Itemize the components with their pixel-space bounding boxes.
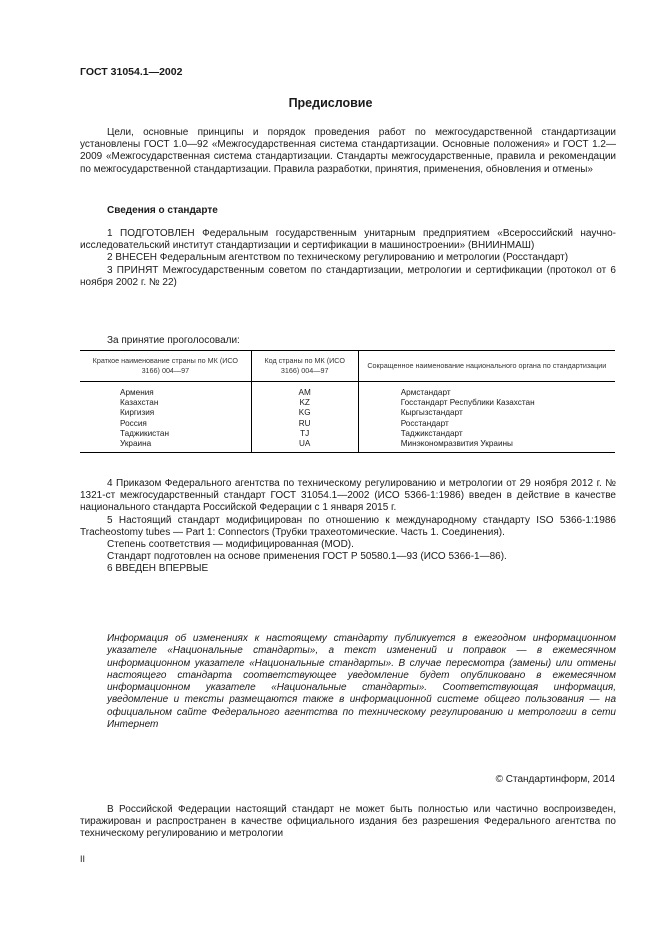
table-row [80, 398, 615, 408]
code-cell: AM [251, 382, 358, 399]
code-cell: RU [251, 419, 358, 429]
country-cell: Киргизия [120, 408, 155, 418]
standard-info-list-continued [80, 478, 616, 576]
info-item: Степень соответствия — модифицированная (MOD). [107, 539, 354, 551]
table-row [80, 408, 615, 418]
table-header-cell: Сокращенное наименование национального органа по стандартизации [358, 351, 615, 382]
organ-cell: Кыргызстандарт [400, 408, 463, 418]
table-row [80, 429, 615, 439]
info-item: 2 ВНЕСЕН Федеральным агентством по техническому регулированию и метрологии (Росстандарт) [107, 252, 569, 264]
info-item: 5 Настоящий стандарт модифицирован по отношению к международному стандарту ISO 5366-1:1986 Tracheostomy tubes — Part 1: Connectors (Трубки трахеотомические. Часть 1. Соединения). [80, 514, 616, 538]
organ-cell: Минэкономразвития Украины [358, 439, 615, 453]
rights-text: В Российской Федерации настоящий стандарт не может быть полностью или частично воспроизведен, тиражирован и распространен в качестве официального издания без разрешения Федерального агентства по техническому регулированию и метрологии [80, 804, 616, 840]
organ-cell: Госстандарт Республики Казахстан [400, 398, 535, 408]
info-item: 4 Приказом Федерального агентства по техническому регулированию и метрологии от 29 ноября 2012 г. № 1321-ст межгосударственный стандарт ГОСТ 31054.1—2002 (ИСО 5366-1:1986) введен в действие в качестве национального стандарта Российской Федерации с 1 января 2015 г. [80, 478, 616, 514]
code-cell: KG [251, 408, 358, 418]
info-item: 1 ПОДГОТОВЛЕН Федеральным государственным унитарным предприятием «Всероссийский научно-исследовательский институт стандартизации и сертификации в машиностроении» (ВНИИНМАШ) [80, 228, 616, 252]
code-cell: TJ [251, 429, 358, 439]
page-title: Предисловие [288, 96, 373, 110]
country-cell: Таджикистан [120, 428, 169, 438]
organ-cell: Армстандарт [400, 388, 451, 397]
table-header-row [80, 351, 615, 382]
country-cell: Россия [120, 418, 147, 428]
code-cell: KZ [251, 398, 358, 408]
standard-info-list [80, 228, 616, 289]
voting-table [80, 350, 615, 453]
info-notice [107, 633, 616, 731]
organ-cell: Росстандарт [400, 418, 449, 428]
code-cell: UA [251, 439, 358, 453]
table-row [80, 382, 615, 399]
info-item: 6 ВВЕДЕН ВПЕРВЫЕ [107, 563, 209, 575]
vote-label: За принятие проголосовали: [107, 335, 240, 346]
page-number: II [80, 854, 86, 864]
intro-paragraph [80, 127, 616, 176]
rights-notice [80, 804, 616, 841]
intro-text: Цели, основные принципы и порядок проведения работ по межгосударственной стандартизации установлены ГОСТ 1.0—92 «Межгосударственная система стандартизации. Основные положения» и ГОСТ 1.2—2009 «Межгосударственная система стандартизации. Стандарты межгосударственные, правила и рекомендации по межгосударственной стандартизации. Правила разработки, принятия, применения, обновления и отмены» [80, 127, 616, 175]
table-row [80, 419, 615, 429]
table-row [80, 439, 615, 453]
table-header-cell: Код страны по МК (ИСО 3166) 004—97 [251, 351, 358, 382]
document-header: ГОСТ 31054.1—2002 [80, 66, 183, 78]
copyright: © Стандартинформ, 2014 [495, 774, 615, 785]
table-header-cell: Краткое наименование страны по МК (ИСО 3166) 004—97 [80, 351, 251, 382]
country-cell: Украина [80, 439, 251, 453]
section-heading: Сведения о стандарте [107, 205, 218, 216]
country-cell: Казахстан [120, 398, 159, 408]
info-item: Стандарт подготовлен на основе применения ГОСТ Р 50580.1—93 (ИСО 5366-1—86). [107, 551, 507, 563]
info-notice-text: Информация об изменениях к настоящему стандарту публикуется в ежегодном информационном указателе «Национальные стандарты», а текст изменений и поправок — в ежемесячном информационном указателе «Национальные стандарты». В случае пересмотра (замены) или отмены настоящего стандарта соответствующее уведомление будет опубликовано в ежемесячном информационном указателе «Национальные стандарты». Соответствующая информация, уведомление и тексты размещаются также в информационной системе общего пользования — на официальном сайте Федерального агентства по техническому регулированию и метрологии в сети Интернет [107, 633, 616, 731]
country-cell: Армения [120, 388, 154, 397]
info-item: 3 ПРИНЯТ Межгосударственным советом по стандартизации, метрологии и сертификации (протокол от 6 ноября 2002 г. № 22) [80, 264, 616, 288]
organ-cell: Таджикстандарт [400, 428, 463, 438]
